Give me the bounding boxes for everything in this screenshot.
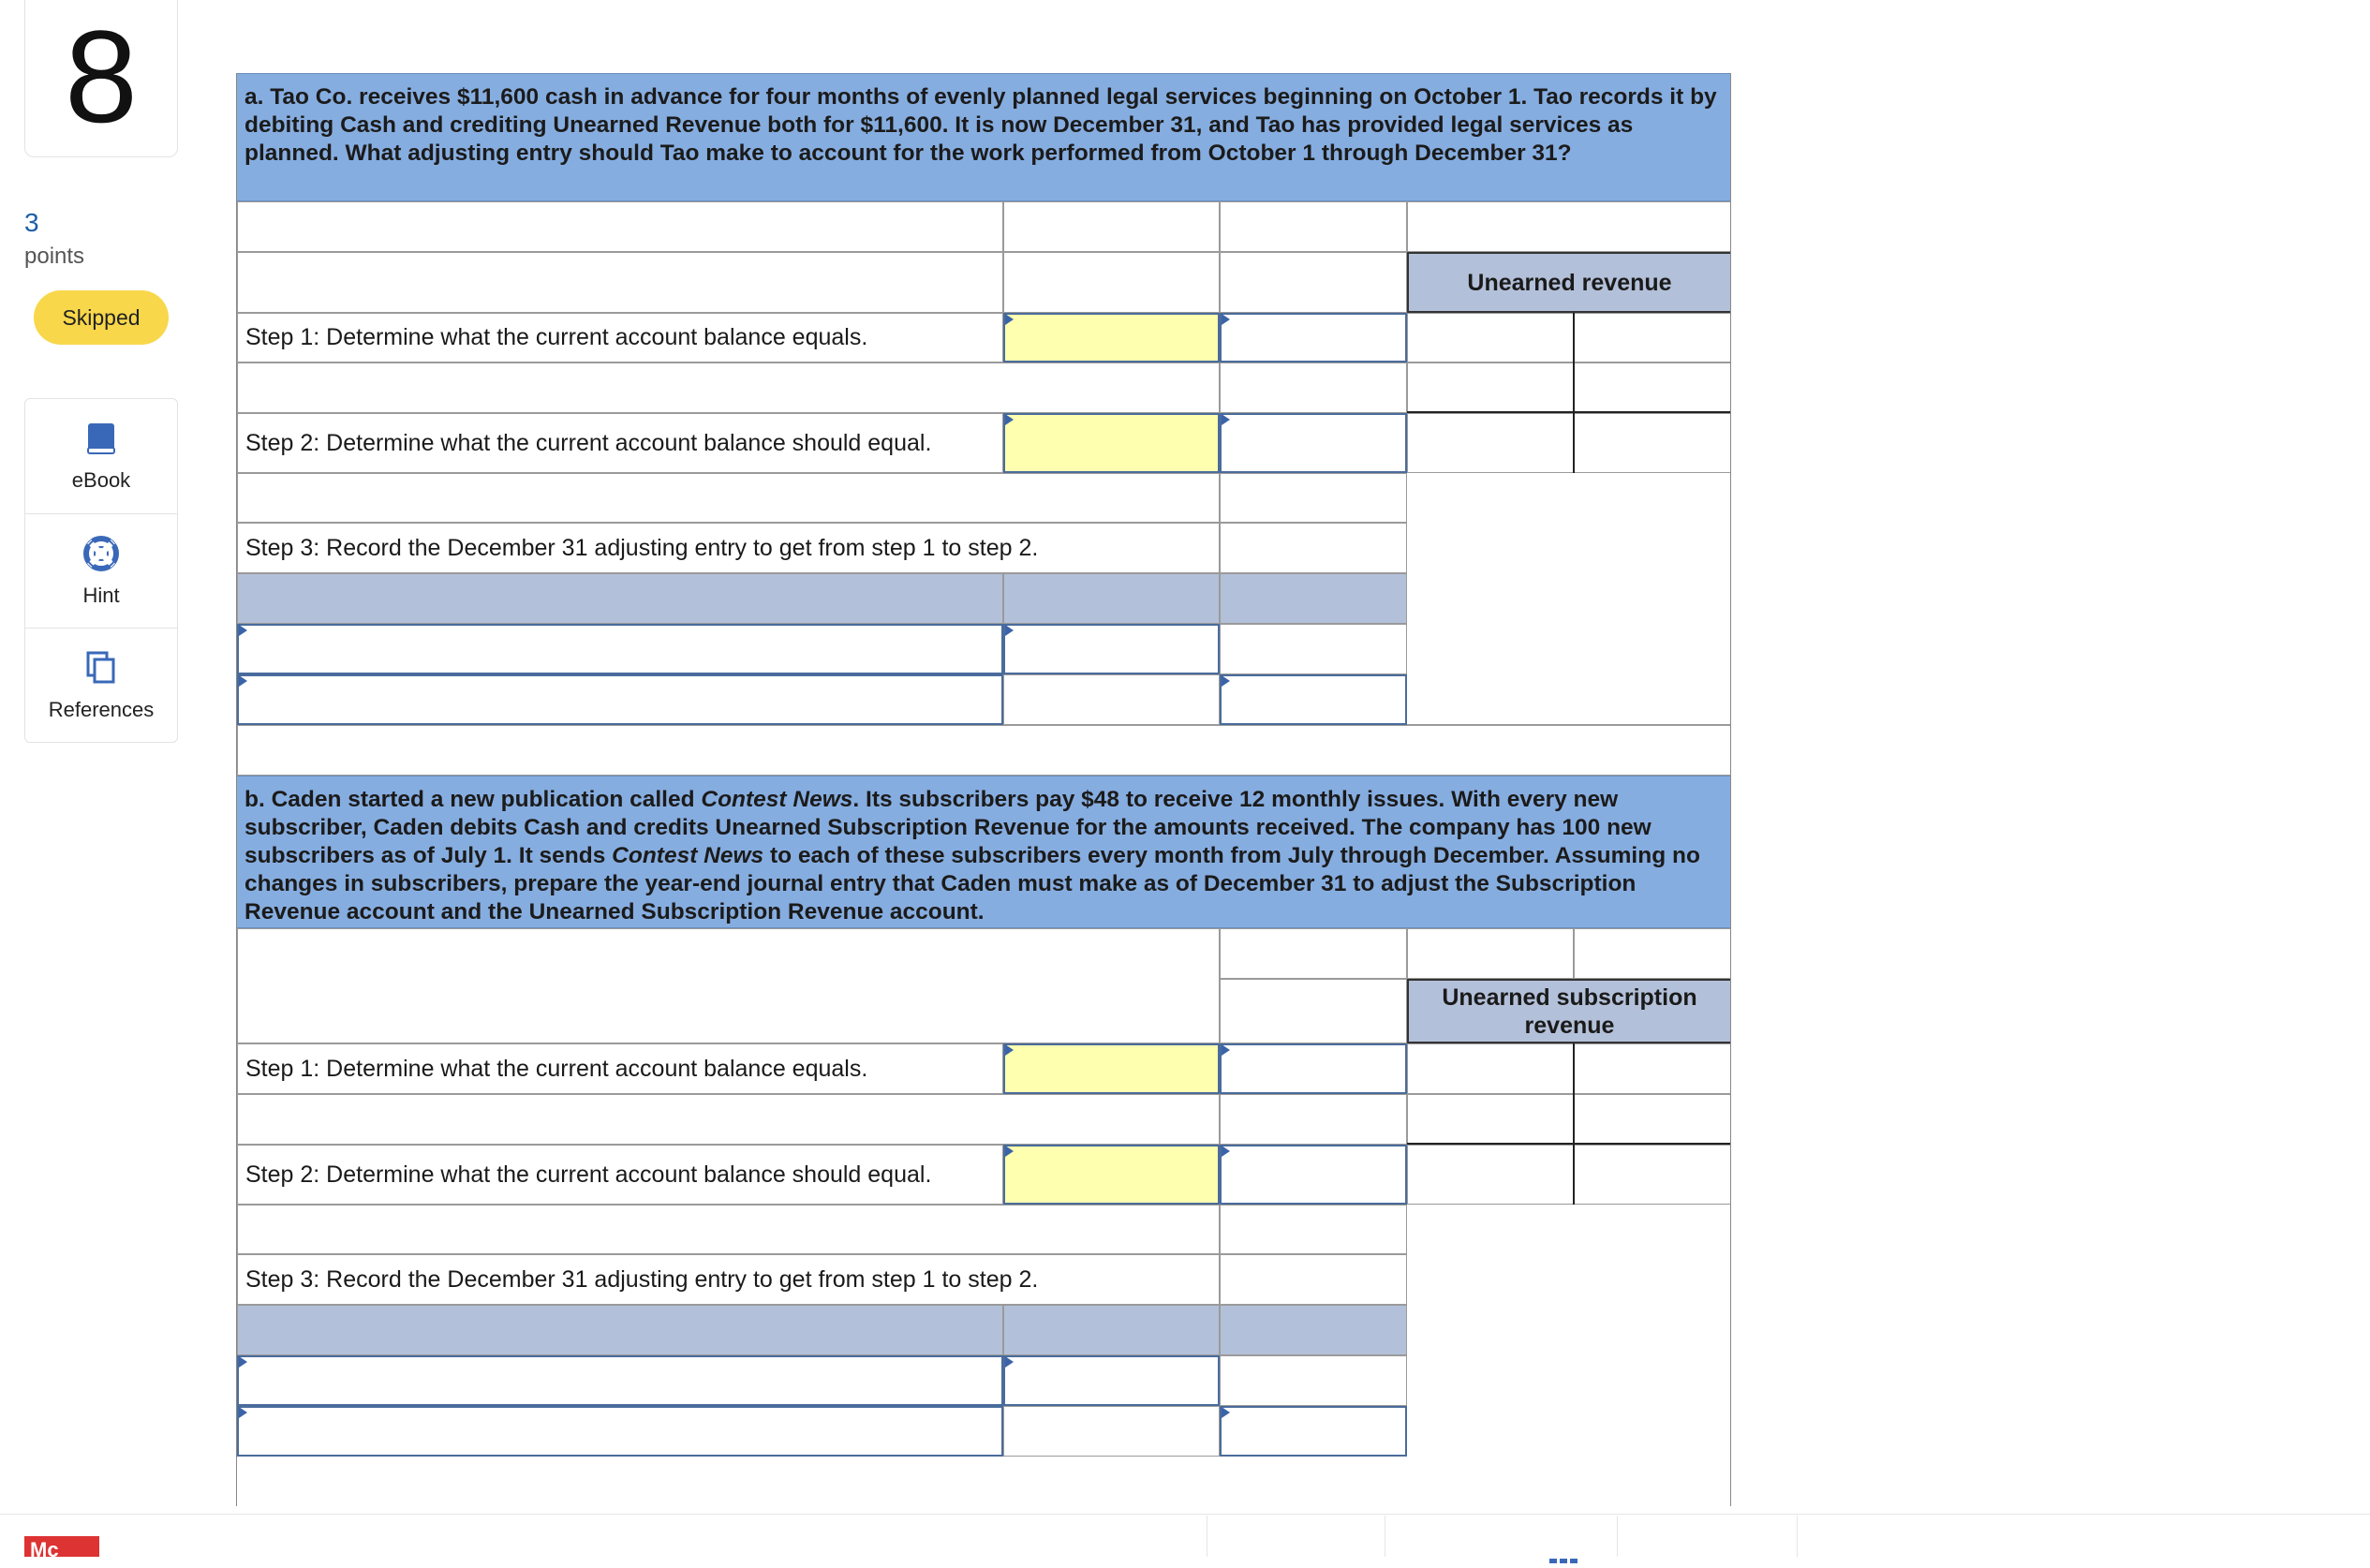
part-b-blank-cell [1220,979,1407,1043]
footer-divider [1797,1516,1798,1557]
part-b-blank-cell [1220,1254,1407,1305]
part-b-prompt [237,776,1730,928]
part-b-blank-row [237,928,1220,1043]
part-a-blank-cell [1003,201,1220,252]
worksheet [236,73,1731,1506]
part-a-t-credit-cell[interactable] [1574,313,1731,362]
part-a-step2-amount-input[interactable] [1220,413,1407,473]
journal-header-credit [1220,1305,1407,1355]
part-a-t-account-title: Unearned revenue [1407,252,1731,313]
hint-label: Hint [82,584,120,607]
references-label: References [48,698,155,721]
lifebuoy-icon [82,535,120,572]
part-b-step2-account-input[interactable] [1003,1145,1220,1205]
part-b-step1-account-input[interactable] [1003,1043,1220,1094]
part-b-blank-cell [1574,928,1731,979]
book-icon [82,420,120,457]
footer-divider [1617,1516,1618,1557]
part-a-blank-row [237,362,1220,413]
tools-panel [24,398,178,743]
mcgraw-logo: Mc [24,1536,99,1557]
part-b-journal-debit-1[interactable] [1003,1355,1220,1406]
footer-bar [0,1514,2370,1557]
part-b-t-credit-cell[interactable] [1574,1043,1731,1094]
part-a-step2-account-input[interactable] [1003,413,1220,473]
part-a-journal-account-2[interactable] [237,674,1003,725]
journal-header-debit [1003,573,1220,624]
points-value: 3 [24,208,39,237]
part-a-blank-cell [1220,473,1407,523]
part-a-blank-cell [1220,362,1407,413]
part-b-step2-label: Step 2: Determine what the current account balance should equal. [237,1145,1003,1205]
part-a-t-debit-total[interactable] [1407,413,1574,473]
part-a-t-debit-cell[interactable] [1407,313,1574,362]
part-a-step1-account-input[interactable] [1003,313,1220,362]
ebook-label: eBook [71,468,131,492]
part-b-blank-cell [1407,928,1574,979]
journal-header-credit [1220,573,1407,624]
part-a-journal-debit-2-blank [1003,674,1220,725]
part-b-t-account-title: Unearned subscription revenue [1407,979,1731,1043]
grid-icon[interactable] [1549,1551,1583,1557]
part-b-blank-row [237,1205,1220,1254]
part-a-step1-label: Step 1: Determine what the current account balance equals. [237,313,1003,362]
part-b-publication: Contest News [701,787,853,812]
part-a-journal-account-1[interactable] [237,624,1003,674]
part-a-blank-cell [1220,201,1407,252]
points-label: points [24,244,85,269]
part-a-blank-cell [1220,523,1407,573]
question-number: 8 [65,3,138,150]
part-a-blank-row [237,252,1003,313]
part-a-journal-debit-1[interactable] [1003,624,1220,674]
part-a-blank-cell [1220,252,1407,313]
part-b-journal-account-2[interactable] [237,1406,1003,1457]
part-a-blank-cell [1003,252,1220,313]
copy-icon [82,649,120,687]
part-b-step2-amount-input[interactable] [1220,1145,1407,1205]
part-a-blank-cell [1407,201,1731,252]
part-a-prompt: a. Tao Co. receives $11,600 cash in advance for four months of evenly planned legal services beginning on October 1. Tao records it by debiting Cash and crediting Unearned Revenue both for $11,600. It is now December 31, and Tao has provided legal services as planned. What adjusting entry should Tao make to account for the work performed from October 1 through December 31? [237,73,1730,201]
part-a-blank-row [237,201,1003,252]
references-button[interactable] [25,628,177,743]
section-spacer [237,725,1731,776]
part-b-journal-debit-2-blank [1003,1406,1220,1457]
part-b-prompt-2: . Its subscribers pay $48 to receive 12 monthly issues. With every new subscriber, Caden debits Cash and credits Unearned Subscription Revenue for the amounts received. The company has 100 new subscribers as of July 1. It sends [244,787,1652,868]
part-b-blank-row [237,1094,1220,1145]
part-b-t-credit-cell[interactable] [1574,1094,1731,1145]
part-a-empty-area [1407,473,1731,725]
part-b-t-debit-total[interactable] [1407,1145,1574,1205]
part-b-step1-label: Step 1: Determine what the current account balance equals. [237,1043,1003,1094]
part-b-step3-label: Step 3: Record the December 31 adjusting entry to get from step 1 to step 2. [237,1254,1220,1305]
part-b-t-debit-cell[interactable] [1407,1043,1574,1094]
part-b-journal-account-1[interactable] [237,1355,1003,1406]
part-a-t-total-line [1407,411,1731,413]
status-badge: Skipped [34,290,169,345]
part-a-step2-label: Step 2: Determine what the current account balance should equal. [237,413,1003,473]
part-b-blank-cell [1220,928,1407,979]
part-a-journal-credit-2[interactable] [1220,674,1407,725]
part-b-t-total-line [1407,1143,1731,1145]
part-a-t-credit-cell[interactable] [1574,362,1731,413]
question-number-box [24,0,178,157]
part-b-step1-amount-input[interactable] [1220,1043,1407,1094]
part-b-blank-cell [1220,1094,1407,1145]
hint-button[interactable] [25,513,177,629]
part-a-t-credit-total[interactable] [1574,413,1731,473]
part-b-empty-area [1407,1205,1731,1506]
part-a-journal-credit-1-blank [1220,624,1407,674]
part-b-t-debit-cell[interactable] [1407,1094,1574,1145]
part-b-publication-2: Contest News [612,843,764,868]
journal-header-account [237,573,1003,624]
part-a-step1-amount-input[interactable] [1220,313,1407,362]
part-a-step3-label: Step 3: Record the December 31 adjusting entry to get from step 1 to step 2. [237,523,1220,573]
ebook-button[interactable] [25,399,177,513]
part-a-t-divider [1573,313,1575,473]
journal-header-account [237,1305,1003,1355]
part-b-blank-cell [1220,1205,1407,1254]
part-a-blank-row [237,473,1220,523]
part-b-prompt-1: b. Caden started a new publication called [244,787,702,812]
part-b-t-divider [1573,1043,1575,1205]
part-b-t-credit-total[interactable] [1574,1145,1731,1205]
journal-header-debit [1003,1305,1220,1355]
part-b-journal-credit-1-blank [1220,1355,1407,1406]
part-a-t-debit-cell[interactable] [1407,362,1574,413]
part-b-prompt-3: to each of these subscribers every month from July through December. Assuming no changes in subscribers, prepare the year-end journal entry that Caden must make as of December 31 to adjust the Subscription Revenue account and the Unearned Subscription Revenue account. [244,843,1700,925]
part-b-journal-credit-2[interactable] [1220,1406,1407,1457]
